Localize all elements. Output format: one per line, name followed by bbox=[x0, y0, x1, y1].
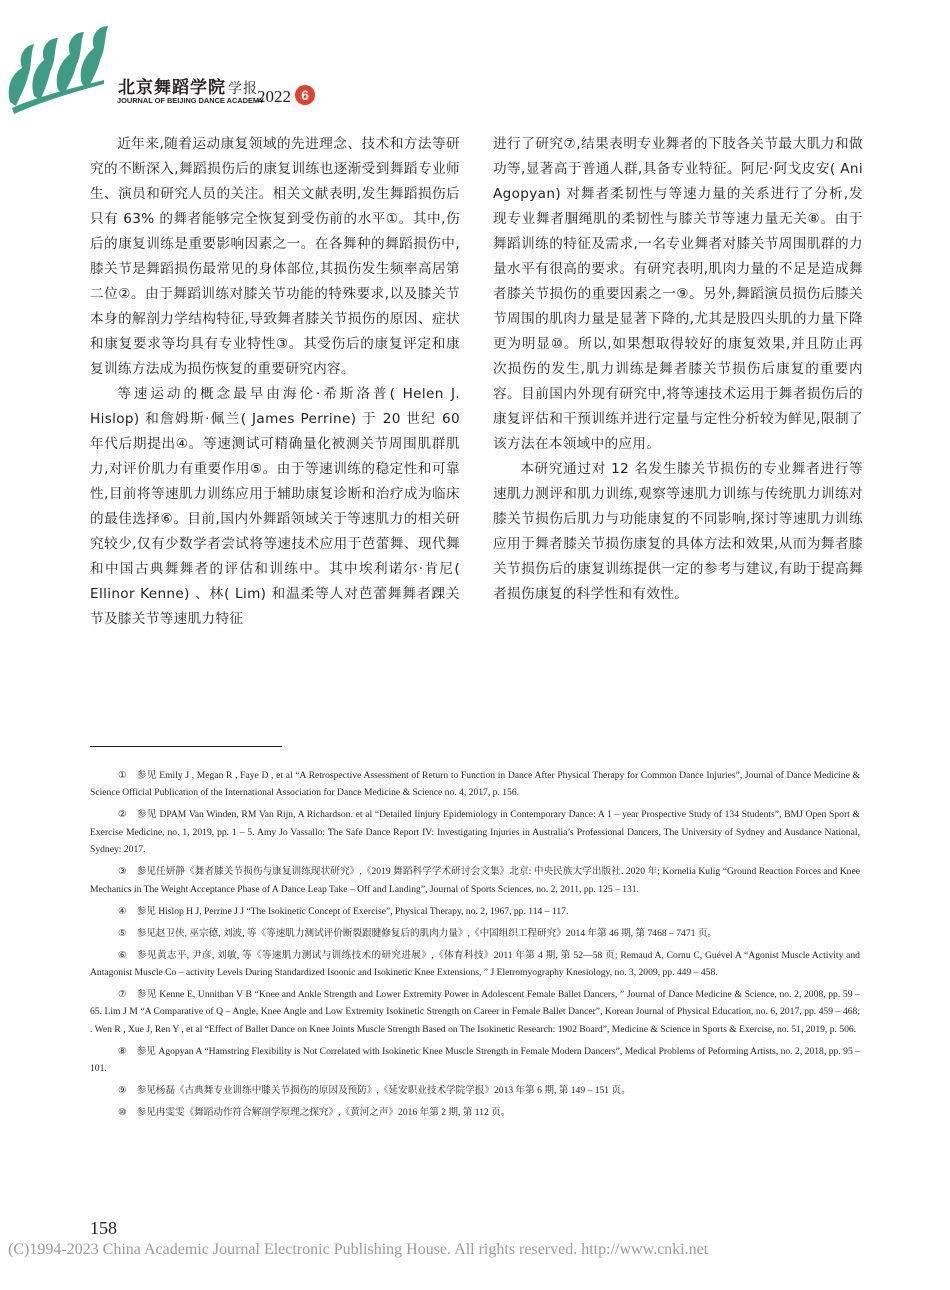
footnote-text: 参见 DPAM Van Winden, RM Van Rijn, A Richardson. et al “Detailed Iinjury Epidemiology in Contemporary Dance: A 1 – year Prospective Study of 134 Students”, BMJ Open Sport & Exercise Medicine, no. 1, 2019, pp. 1 – 5. Amy Jo Vassallo: The Safe Dance Report IV: Investigating Injuries in Australia’s Professional Dancers, The University of Sydney and Ausdance National, Sydney: 2017. bbox=[90, 809, 860, 856]
footnote-item bbox=[90, 1104, 860, 1121]
footnote-marker: ⑧ bbox=[118, 1045, 127, 1057]
footnote-marker: ④ bbox=[118, 905, 127, 917]
footnote-text: 参见 Agopyan A “Hamstring Flexibility is Not Correlated with Isokinetic Knee Muscle Strength in Female Modern Dancers”, Medical Problems of Peforming Artists, no. 2, 2018, pp. 95 – 101. bbox=[90, 1045, 860, 1075]
footnote-item bbox=[90, 863, 860, 898]
footnote-marker: ③ bbox=[118, 866, 127, 878]
footnote-marker: ⑦ bbox=[118, 989, 127, 1001]
footnote-marker: ⑩ bbox=[118, 1107, 127, 1119]
body-paragraph: 本研究通过对 12 名发生膝关节损伤的专业舞者进行等速肌力测评和肌力训练,观察等速肌力训练与传统肌力训练对膝关节损伤后肌力与功能康复的不同影响,探讨等速肌力训练应用于舞者膝关节损伤康复的具体方法和效果,从而为舞者膝关节损伤后的康复训练提供一定的参考与建议,有助于提高舞者损伤康复的科学性和有效性。 bbox=[493, 461, 863, 602]
copyright-watermark: (C)1994-2023 China Academic Journal Electronic Publishing House. All rights reserved. http://www.cnki.net bbox=[8, 1241, 709, 1258]
issue-number-badge: 6 bbox=[295, 85, 315, 105]
footnote-marker: ① bbox=[118, 770, 127, 781]
issue-year: 2022 bbox=[257, 87, 291, 106]
footnote-marker: ⑤ bbox=[118, 927, 127, 939]
footnote-text: 参见赵卫侠, 巫宗德, 刘波, 等《等速肌力测试评价断裂跟腱修复后的肌肉力量》,《中国组织工程研究》2014 年第 46 期, 第 7468 – 7471 页。 bbox=[136, 927, 718, 939]
footnote-item bbox=[90, 1043, 860, 1078]
page-number: 158 bbox=[90, 1218, 117, 1238]
page-header bbox=[0, 0, 950, 125]
journal-title-cn: 北京舞蹈学院 学报 bbox=[118, 78, 258, 98]
footnote-text: 参见冉雯雯《舞蹈动作符合解剖学原理之探究》,《黄河之声》2016 年第 2 期, 第 112 页。 bbox=[136, 1107, 511, 1119]
footnote-marker: ② bbox=[118, 809, 127, 821]
footnote-marker: ⑥ bbox=[118, 949, 127, 961]
left-text-column bbox=[90, 132, 460, 632]
body-paragraph: 近年来,随着运动康复领域的先进理念、技术和方法等研究的不断深入,舞蹈损伤后的康复训练也逐渐受到舞蹈专业师生、演员和研究人员的关注。相关文献表明,发生舞蹈损伤后只有 63% 的舞者能够完全恢复到受伤前的水平①。其中,伤后的康复训练是重要影响因素之一。在各舞种的舞蹈损伤中,膝关节是舞蹈损伤最常见的身体部位,其损伤发生频率高居第二位②。由于舞蹈训练对膝关节功能的特殊要求,以及膝关节本身的解剖力学结构特征,导致舞者膝关节损伤的原因、症状和康复要求等均具有专业特性③。其受伤后的康复评定和康复训练方法成为损伤恢复的重要研究内容。 bbox=[90, 136, 460, 377]
footnote-text: 参见任妍静《舞者膝关节损伤与康复训练现状研究》,《2019 舞蹈科学学术研讨会文集》北京: 中央民族大学出版社. 2020 年; Kornelia Kulig “Ground Reaction Forces and Knee Mechanics in The Weight Acceptance Phase of A Dance Leap Take – Off and Landing”, Journal of Sports Sciences, no. 2, 2011, pp. 125 – 131. bbox=[90, 866, 860, 895]
footnote-text: 参见 Hislop H J, Perrine J J “The Isokinetic Concept of Exercise”, Physical Therapy, no. 2, 1967, pp. 114 – 117. bbox=[136, 905, 569, 917]
footnote-marker: ⑨ bbox=[118, 1085, 127, 1097]
footnote-item bbox=[90, 947, 860, 982]
journal-title-en: JOURNAL OF BEIJING DANCE ACADEMY bbox=[117, 96, 265, 105]
body-paragraph-continuation: 进行了研究⑦,结果表明专业舞者的下肢各关节最大肌力和做功等,显著高于普通人群,具备专业特征。阿尼·阿戈皮安( Ani Agopyan) 对舞者柔韧性与等速力量的关系进行了分析,发现专业舞者腘绳肌的柔韧性与膝关节等速力量无关⑧。由于舞蹈训练的特征及需求,一名专业舞者对膝关节周围肌群的力量水平有很高的要求。有研究表明,肌肉力量的不足是造成舞者膝关节损伤的重要因素之一⑨。另外,舞蹈演员损伤后膝关节周围的肌肉力量是显著下降的,尤其是股四头肌的力量下降更为明显⑩。所以,如果想取得较好的康复效果,并且防止再次损伤的发生,肌力训练是舞者膝关节损伤后康复的重要内容。目前国内外现有研究中,将等速技术运用于舞者损伤后的康复评估和干预训练并进行定量与定性分析较为鲜见,限制了该方法在本领域中的应用。 bbox=[493, 136, 863, 452]
body-paragraph: 等速运动的概念最早由海伦·希斯洛普( Helen J. Hislop) 和詹姆斯·佩兰( James Perrine) 于 20 世纪 60 年代后期提出④。等速测试可精确量化被测关节周围肌群肌力,对评价肌力有重要作用⑤。由于等速训练的稳定性和可靠性,目前将等速肌力训练应用于辅助康复诊断和治疗成为临床的最佳选择⑥。目前,国内外舞蹈领域关于等速肌力的相关研究较少,仅有少数学者尝试将等速技术应用于芭蕾舞、现代舞和中国古典舞舞者的评估和训练中。其中埃利诺尔·肯尼( Ellinor Kenne) 、林( Lim) 和温柔等人对芭蕾舞舞者踝关节及膝关节等速肌力特征 bbox=[90, 386, 460, 627]
footnote-text: 参见杨磊《古典舞专业训练中膝关节损伤的原因及预防》,《延安职业技术学院学报》2013 年第 6 期, 第 149 – 151 页。 bbox=[136, 1085, 631, 1097]
footnote-divider bbox=[90, 746, 282, 747]
dancers-logo-icon bbox=[4, 16, 116, 120]
footnote-item bbox=[90, 806, 860, 858]
footnote-text: 参见黄志平, 尹彦, 刘敏, 等《等速肌力测试与训练技术的研究进展》,《体育科技》2011 年第 4 期, 第 52—58 页; Remaud A, Cornu C, Guével A “Agonist Muscle Activity and Antagonist Muscle Co – activity Levels During Standardized Isoonic and Isokinetic Knee Extensions, ” J Eletromyography Knesiology, no. 3, 2009, pp. 449 – 458. bbox=[90, 949, 860, 979]
footnote-text: 参见 Kenne E, Unnithan V B “Knee and Ankle Strength and Lower Extremity Power in Adolescent Female Ballet Dancers, ” Journal of Dance Medicine & Science, no. 2, 2008, pp. 59 – 65. Lim J M “A Comparative of Q – Angle, Knee Angle and Low Extremity Isokinetic Strength on Career in Female Ballet Dancer”, Korean Journal of Physical Education, no. 6, 2017, pp. 459 – 468; . Wen R , Xue J, Ren Y , et al “Effect of Ballet Dance on Knee Joints Muscle Strength Based on The Isokinetic Research: 1902 Board”, Medicine & Science in Sports & Exercise, no. 51, 2019, p. 506. bbox=[90, 989, 860, 1035]
footnote-item bbox=[90, 767, 860, 802]
right-text-column bbox=[493, 132, 863, 607]
footnote-item bbox=[90, 1082, 860, 1099]
footnotes bbox=[90, 767, 860, 1126]
footnote-item bbox=[90, 986, 860, 1038]
footnote-item bbox=[90, 925, 860, 942]
footnote-text: 参见 Emily J , Megan R , Faye D , et al “A Retrospective Assessment of Return to Function in Dance After Physical Therapy for Common Dance Injuries”, Journal of Dance Medicine & Science Official Publication of the International Association for Dance Medicine & Science no. 4, 2017, p. 156. bbox=[90, 770, 860, 799]
journal-title-suffix: 学报 bbox=[228, 81, 258, 97]
footnote-item bbox=[90, 903, 860, 920]
